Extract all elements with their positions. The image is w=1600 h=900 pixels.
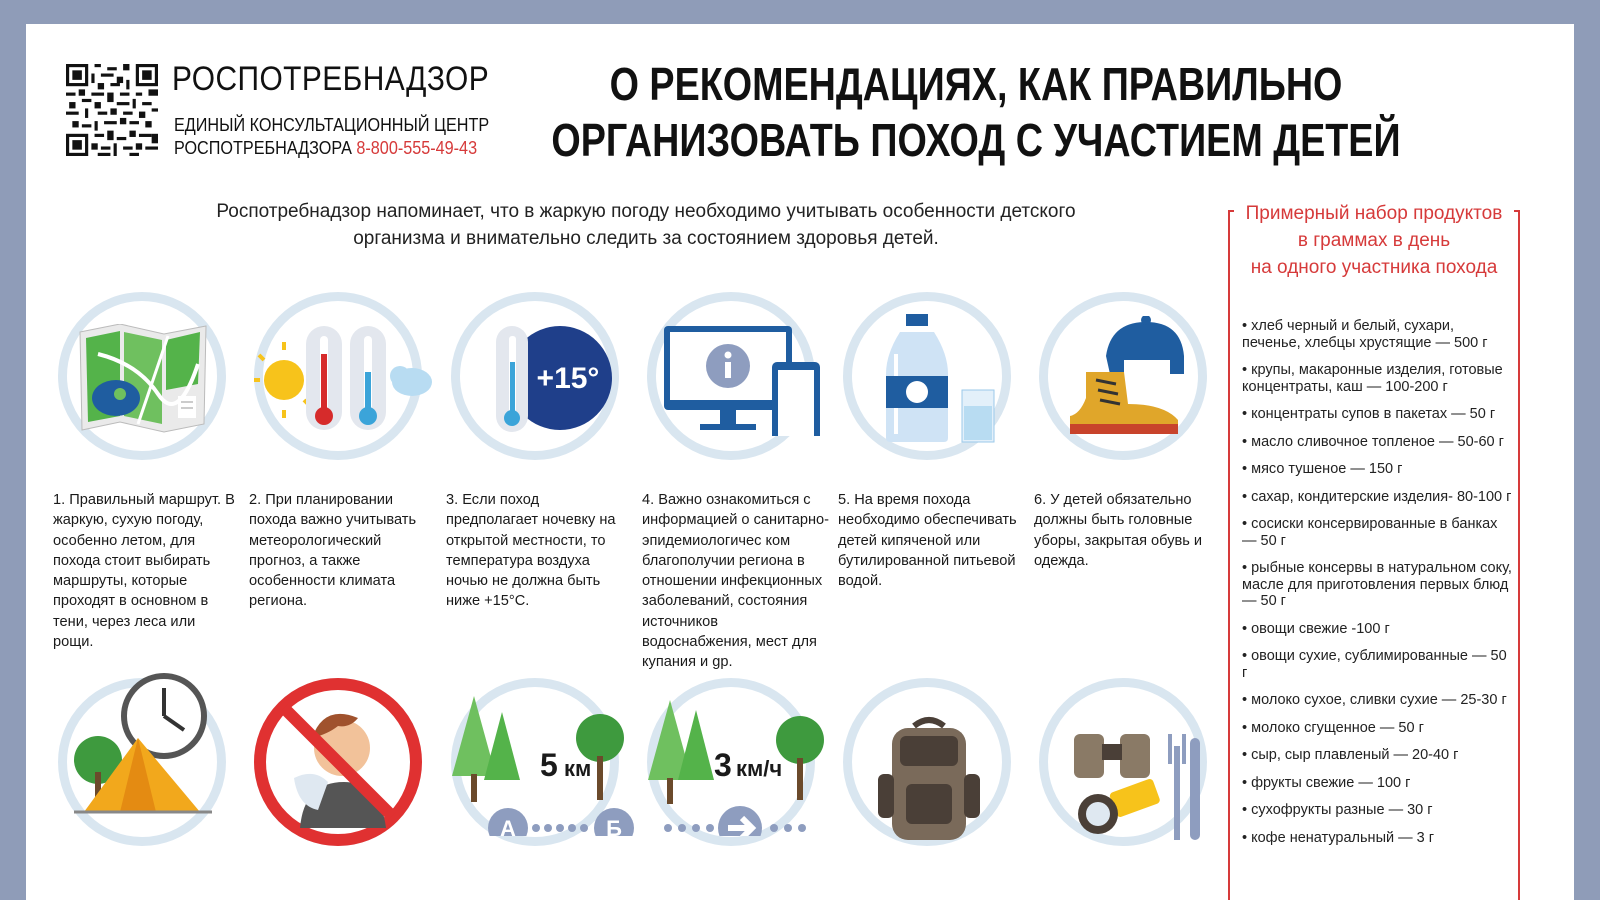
list-item: • масло сливочное топленое — 50-60 г: [1242, 433, 1504, 450]
temperature-badge: +15°: [536, 362, 600, 395]
list-item: • концентраты супов в пакетах — 50 г: [1242, 406, 1496, 422]
no-sick-child-icon: [254, 678, 422, 846]
tip-2-text: 2. При планировании похода важно учитывать метеорологический прогноз, а также особенности климата региона.: [249, 492, 417, 610]
food-list-panel: [1228, 200, 1520, 900]
list-item: • кофе ненатуральный — 3 г: [1242, 829, 1435, 846]
distance-value: 5: [540, 747, 558, 783]
list-item: • овощи сухие, сублимированные — 50 г: [1242, 648, 1507, 681]
title-line-2: ОРГАНИЗОВАТЬ ПОХОД С УЧАСТИЕМ ДЕТЕЙ: [551, 114, 1401, 166]
consultation-line-1: ЕДИНЫЙ КОНСУЛЬТАЦИОННЫЙ ЦЕНТР: [174, 115, 490, 135]
food-list-title: [1234, 200, 1514, 281]
tip-3-text: 3. Если поход предполагает ночевку на открытой местности, то температура воздуха ночью не должна быть ниже +15°С.: [446, 492, 616, 610]
tip-4-text: 4. Важно ознакомиться с информацией о санитарно-эпидемиологичес ком благополучии региона в отношении инфекционных заболеваний, состояния источников водоснабжения, мест для купания и gр.: [642, 492, 830, 671]
food-list-title-3: на одного участника похода: [1250, 257, 1498, 278]
tip-5-text: 5. На время похода необходимо обеспечивать детей кипяченой или бутилированной питьевой водой.: [838, 492, 1017, 590]
speed-unit: км/ч: [736, 756, 783, 781]
backpack-icon: [874, 714, 984, 844]
food-list-title-2: в граммах в день: [1297, 230, 1451, 251]
map-icon: [78, 324, 208, 434]
speed-icon: [640, 696, 830, 836]
intro-line-2: организма и внимательно следить за состоянием здоровья детей.: [353, 228, 939, 249]
list-item: • молоко сгущенное — 50 г: [1242, 719, 1424, 736]
infographic-sheet: [26, 24, 1574, 900]
binoculars-flashlight-icon: [1072, 724, 1202, 844]
hotline-phone[interactable]: 8-800-555-49-43: [356, 138, 478, 158]
distance-unit: км: [564, 756, 592, 781]
point-a-label: А: [500, 816, 516, 836]
organization-name: РОСПОТРЕБНАДЗОР: [172, 60, 490, 98]
list-item: • фрукты свежие — 100 г: [1242, 774, 1411, 791]
list-item: • рыбные консервы в натуральном соку, масле для приготовления первых блюд — 50 г: [1242, 560, 1512, 609]
info-monitor-icon: [664, 326, 829, 436]
tip-6-text: 6. У детей обязательно должны быть головные уборы, закрытая обувь и одежда.: [1034, 492, 1203, 569]
intro-line-1: Роспотребнадзор напоминает, что в жаркую погоду необходимо учитывать особенности детского: [216, 201, 1076, 222]
food-list-title-1: Примерный набор продуктов: [1245, 203, 1503, 224]
hat-boot-icon: [1066, 316, 1186, 436]
list-item: • сыр, сыр плавленый — 20-40 г: [1242, 747, 1459, 763]
list-item: • крупы, макаронные изделия, готовые концентраты, каш — 100-200 г: [1242, 362, 1503, 395]
list-item: • молоко сухое, сливки сухие — 25-30 г: [1242, 692, 1507, 708]
page-title: [509, 56, 1444, 168]
list-item: • сахар, кондитерские изделия- 80-100 г: [1242, 488, 1512, 505]
qr-code-icon[interactable]: [66, 64, 158, 156]
food-list: [1242, 318, 1514, 857]
list-item: • хлеб черный и белый, сухари, печенье, хлебцы хрустящие — 500 г: [1242, 318, 1488, 351]
thermometer-icon: [254, 324, 434, 434]
tip-1-text: 1. Правильный маршрут. В жаркую, сухую погоду, особенно летом, для похода стоит выбирать маршруты, которые проходят в основном в тени, через леса или рощи.: [53, 492, 235, 651]
list-item: • мясо тушеное — 150 г: [1242, 461, 1403, 477]
consultation-center: [174, 114, 489, 160]
list-item: • сосиски консервированные в банках — 50 г: [1242, 516, 1498, 549]
speed-value: 3: [714, 747, 732, 783]
title-line-1: О РЕКОМЕНДАЦИЯХ, КАК ПРАВИЛЬНО: [609, 58, 1343, 110]
tent-clock-icon: [68, 672, 218, 822]
distance-icon: [444, 696, 634, 836]
list-item: • овощи свежие -100 г: [1242, 620, 1390, 637]
consultation-org: РОСПОТРЕБНАДЗОРА: [174, 138, 352, 158]
intro-text: [216, 198, 1076, 252]
night-temperature-icon: [482, 326, 612, 436]
point-b-label: Б: [606, 816, 622, 836]
list-item: • сухофрукты разные — 30 г: [1242, 802, 1433, 818]
consultation-line-2: [174, 137, 489, 160]
water-bottle-icon: [876, 314, 1016, 444]
